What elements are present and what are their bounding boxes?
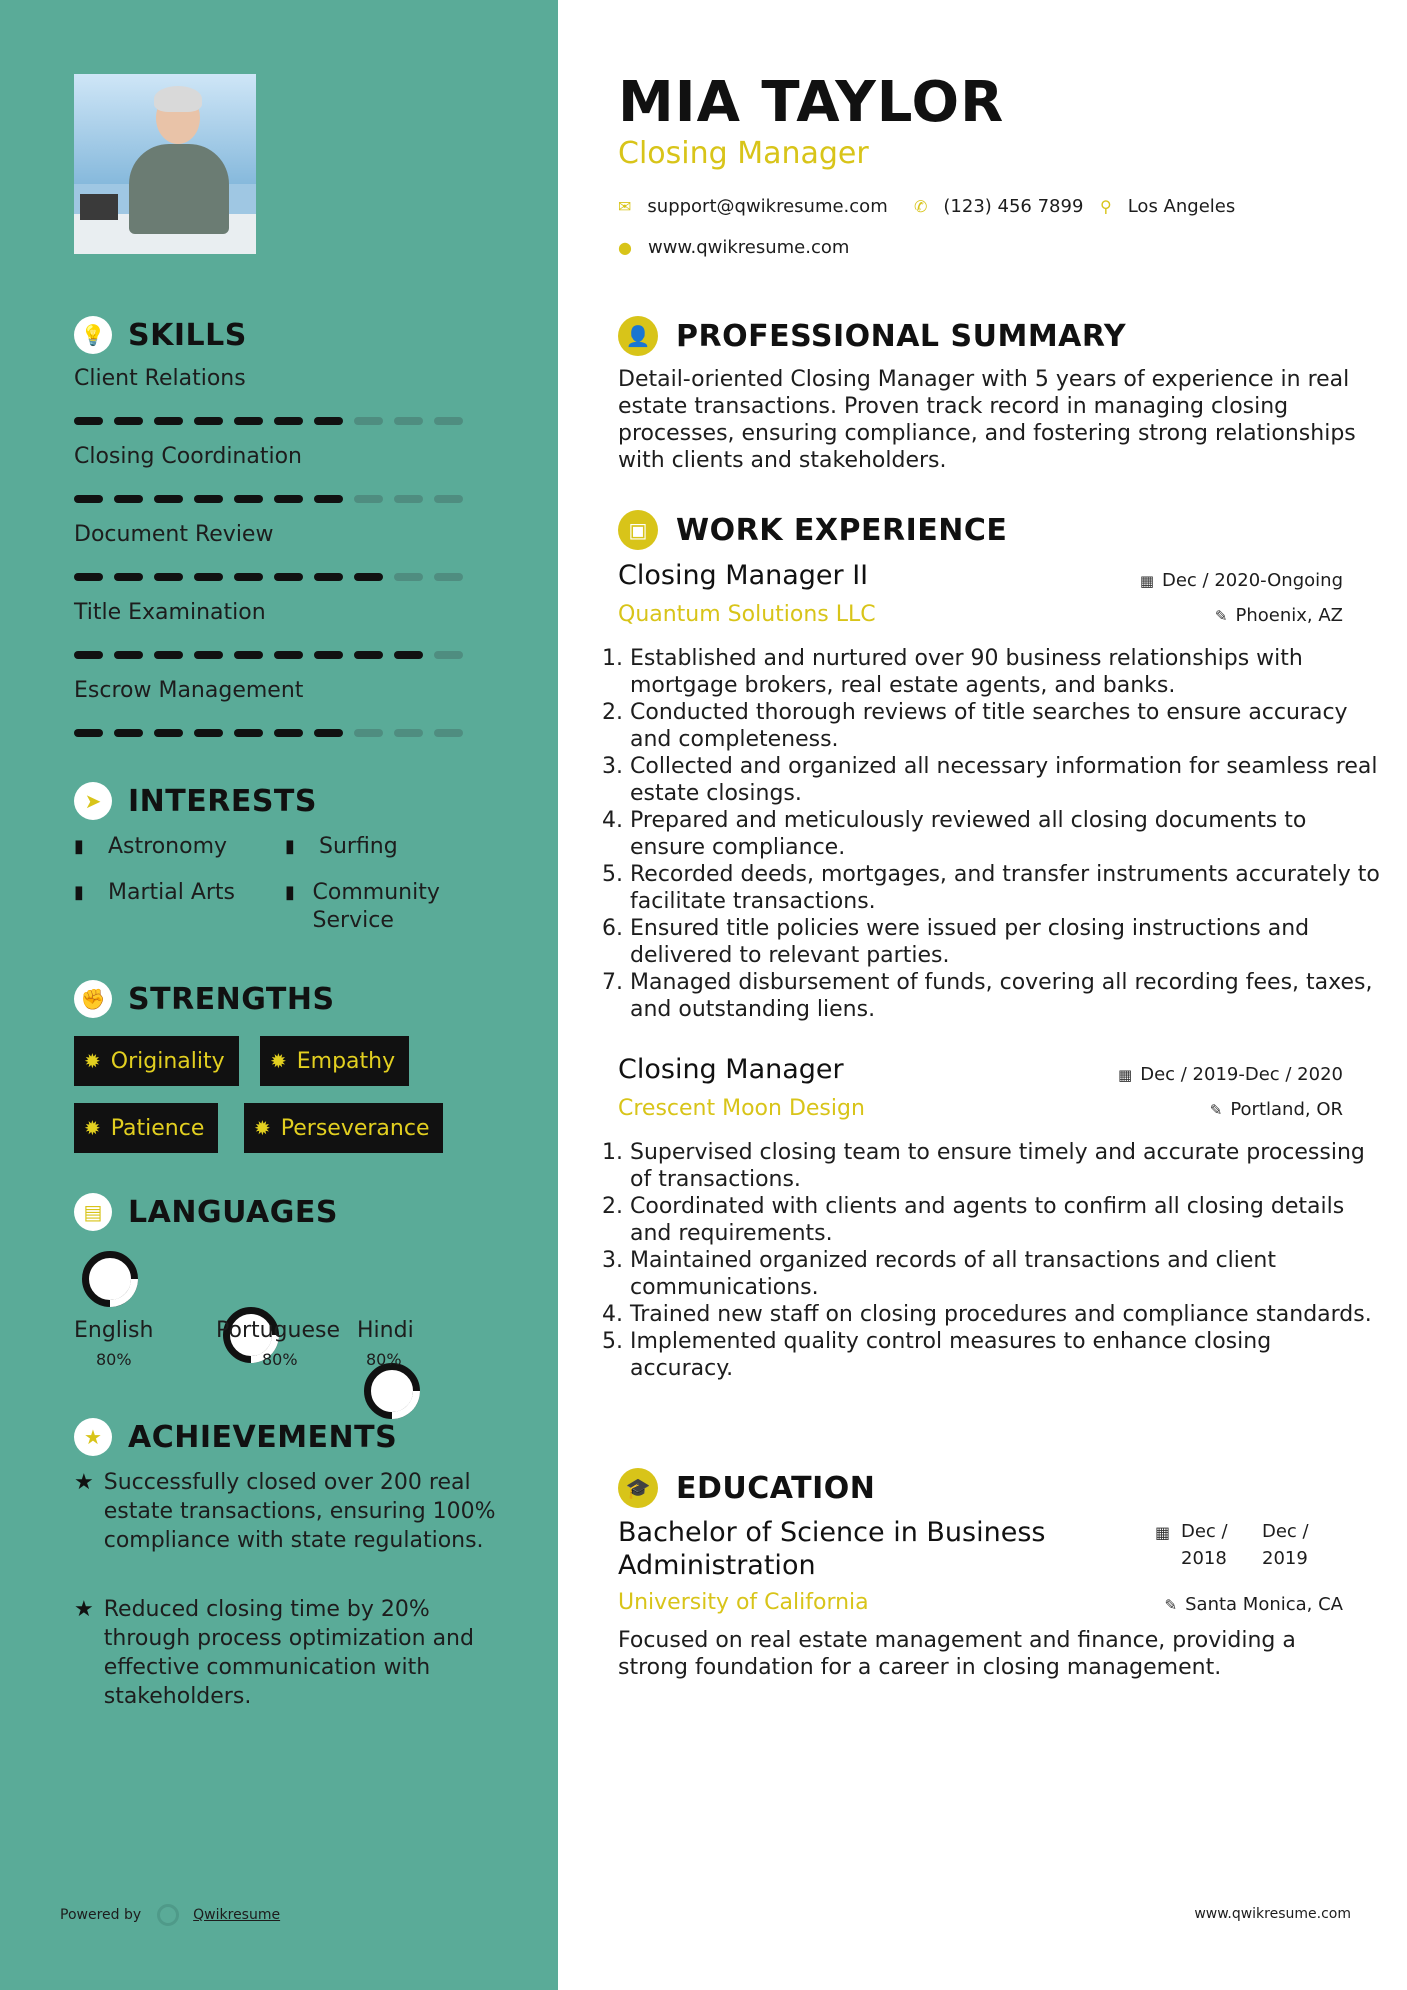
globe-icon: ● <box>618 238 632 257</box>
user-icon: 👤 <box>618 316 658 356</box>
education-location-text: Santa Monica, CA <box>1185 1594 1343 1615</box>
book-icon: ▮ <box>74 836 84 857</box>
achievements-title: ACHIEVEMENTS <box>128 1419 398 1455</box>
achievement-item <box>74 1468 504 1555</box>
language-percent: 80% <box>96 1350 132 1369</box>
skill-level-dash <box>354 495 383 503</box>
skill-level-dash <box>194 417 223 425</box>
calendar-icon: ▦ <box>1155 1523 1171 1542</box>
skill-level-dash <box>74 417 103 425</box>
skill-bar <box>74 495 474 503</box>
responsibility-item: 5. Recorded deeds, mortgages, and transfer instruments accurately to facilitate transactions. <box>630 861 1380 915</box>
phone-text[interactable]: (123) 456 7899 <box>943 196 1084 217</box>
skill-level-dash <box>274 495 303 503</box>
education-end <box>1262 1518 1309 1572</box>
main-content <box>558 0 1407 1990</box>
skill-level-dash <box>394 729 423 737</box>
education-title: EDUCATION <box>676 1470 876 1506</box>
skill-level-dash <box>394 651 423 659</box>
job-location <box>1210 1099 1343 1120</box>
interests-title: INTERESTS <box>128 783 317 819</box>
responsibility-item: 6. Ensured title policies were issued per closing instructions and delivered to relevant parties. <box>630 915 1380 969</box>
strength-tag <box>74 1036 239 1086</box>
education-heading <box>618 1468 875 1508</box>
skill-level-dash <box>354 729 383 737</box>
badge-icon: ✹ <box>84 1116 101 1140</box>
responsibility-item: 2. Conducted thorough reviews of title searches to ensure accuracy and completeness. <box>630 699 1380 753</box>
skill-level-dash <box>234 495 263 503</box>
skill-level-dash <box>114 417 143 425</box>
skill-level-dash <box>74 573 103 581</box>
skill-level-dash <box>274 417 303 425</box>
skill-level-dash <box>194 573 223 581</box>
summary-heading <box>618 316 1126 356</box>
skill-level-dash <box>314 729 343 737</box>
job-dates-text: Dec / 2019-Dec / 2020 <box>1140 1064 1343 1085</box>
qwikresume-link[interactable]: Qwikresume <box>193 1907 281 1923</box>
skill-level-dash <box>434 495 463 503</box>
interest-item <box>285 833 398 861</box>
achievement-text: Successfully closed over 200 real estate transactions, ensuring 100% compliance with state regulations. <box>103 1470 496 1553</box>
responsibility-item: 1. Supervised closing team to ensure timely and accurate processing of transactions. <box>630 1139 1380 1193</box>
badge-icon: ✹ <box>270 1049 287 1073</box>
strengths-title: STRENGTHS <box>128 981 335 1017</box>
skill-label: Closing Coordination <box>74 444 302 469</box>
education-text: Focused on real estate management and finance, providing a strong foundation for a career in closing management. <box>618 1628 1296 1680</box>
skill-level-dash <box>154 495 183 503</box>
language-percent: 80% <box>262 1350 298 1369</box>
skill-level-dash <box>274 573 303 581</box>
skill-level-dash <box>314 495 343 503</box>
job-location <box>1215 605 1343 626</box>
skill-bar <box>74 573 474 581</box>
graduation-cap-icon: 🎓 <box>618 1468 658 1508</box>
job-location-text: Portland, OR <box>1230 1099 1343 1120</box>
achievements-heading <box>74 1418 397 1456</box>
job-dates <box>1140 570 1343 591</box>
responsibility-item: 4. Prepared and meticulously reviewed all closing documents to ensure compliance. <box>630 807 1380 861</box>
education-location <box>1165 1594 1343 1615</box>
candidate-role: Closing Manager <box>618 136 869 171</box>
education-start-month: Dec / <box>1181 1521 1228 1542</box>
education-school: University of California <box>618 1590 869 1615</box>
skill-level-dash <box>154 573 183 581</box>
strength-tag <box>260 1036 409 1086</box>
candidate-name: MIA TAYLOR <box>618 70 1005 135</box>
email-text[interactable]: support@qwikresume.com <box>647 196 888 217</box>
skill-level-dash <box>74 651 103 659</box>
location-text: Los Angeles <box>1127 196 1236 217</box>
profile-photo <box>74 74 256 254</box>
book-icon: ▮ <box>74 882 84 903</box>
skill-level-dash <box>114 729 143 737</box>
skill-level-dash <box>434 573 463 581</box>
interest-label: Community Service <box>312 880 440 933</box>
skill-label: Document Review <box>74 522 274 547</box>
skill-label: Title Examination <box>74 600 266 625</box>
strength-label: Originality <box>110 1048 225 1074</box>
skill-level-dash <box>154 417 183 425</box>
pushpin-icon: ✎ <box>1164 1595 1178 1614</box>
contact-email <box>618 196 888 217</box>
skill-level-dash <box>154 651 183 659</box>
summary-title: PROFESSIONAL SUMMARY <box>676 318 1127 354</box>
skill-level-dash <box>234 729 263 737</box>
skills-heading <box>74 316 247 354</box>
footer-url[interactable]: www.qwikresume.com <box>1194 1906 1351 1922</box>
interests-heading <box>74 782 317 820</box>
star-icon: ★ <box>74 1418 112 1456</box>
language-name: Portuguese <box>216 1318 340 1343</box>
skill-level-dash <box>354 417 383 425</box>
interest-item <box>285 879 465 935</box>
job-company: Quantum Solutions LLC <box>618 602 876 627</box>
skill-level-dash <box>234 573 263 581</box>
skill-level-dash <box>434 729 463 737</box>
skill-level-dash <box>434 417 463 425</box>
responsibility-item: 1. Established and nurtured over 90 business relationships with mortgage brokers, real estate agents, and banks. <box>630 645 1380 699</box>
skill-level-dash <box>114 495 143 503</box>
skill-level-dash <box>314 573 343 581</box>
strength-tag <box>244 1103 443 1153</box>
job-dates <box>1118 1064 1343 1085</box>
skill-level-dash <box>434 651 463 659</box>
experience-heading <box>618 510 1007 550</box>
skill-level-dash <box>154 729 183 737</box>
sidebar <box>0 0 558 1990</box>
responsibility-item: 5. Implemented quality control measures to enhance closing accuracy. <box>630 1328 1380 1382</box>
strength-tag <box>74 1103 218 1153</box>
shooting-star-icon: ★ <box>74 1470 94 1495</box>
powered-by <box>60 1904 280 1926</box>
calendar-icon: ▦ <box>1118 1065 1133 1084</box>
contact-location <box>1100 196 1235 217</box>
job-company: Crescent Moon Design <box>618 1096 865 1121</box>
paper-plane-icon: ➤ <box>74 782 112 820</box>
skill-level-dash <box>234 417 263 425</box>
languages-heading <box>74 1193 338 1231</box>
achievement-text: Reduced closing time by 20% through process optimization and effective communication with stakeholders. <box>103 1597 474 1709</box>
interest-label: Astronomy <box>108 834 228 859</box>
pushpin-icon: ✎ <box>1214 606 1228 625</box>
interest-label: Martial Arts <box>108 880 236 905</box>
skill-level-dash <box>394 573 423 581</box>
responsibility-item: 2. Coordinated with clients and agents to confirm all closing details and requirements. <box>630 1193 1380 1247</box>
education-end-month: Dec / <box>1262 1521 1309 1542</box>
responsibility-item: 7. Managed disbursement of funds, covering all recording fees, taxes, and outstanding liens. <box>630 969 1380 1023</box>
skills-title: SKILLS <box>128 317 247 353</box>
skill-level-dash <box>394 417 423 425</box>
experience-title: WORK EXPERIENCE <box>676 512 1008 548</box>
contact-website <box>618 237 849 258</box>
envelope-icon: ✉ <box>618 197 632 216</box>
strength-label: Empathy <box>296 1048 396 1074</box>
qwikresume-logo-icon <box>157 1904 179 1926</box>
shooting-star-icon: ★ <box>74 1597 94 1622</box>
skill-bar <box>74 729 474 737</box>
strength-label: Perseverance <box>280 1115 430 1141</box>
skill-label: Escrow Management <box>74 678 304 703</box>
contact-phone <box>914 196 1083 217</box>
skill-level-dash <box>194 729 223 737</box>
book-icon: ▮ <box>285 882 295 903</box>
fist-icon: ✊ <box>74 980 112 1018</box>
calendar-icon: ▦ <box>1139 571 1154 590</box>
language-card-icon: ▤ <box>74 1193 112 1231</box>
achievement-item <box>74 1595 504 1711</box>
skill-level-dash <box>74 495 103 503</box>
job-responsibilities <box>612 1139 1380 1382</box>
skill-level-dash <box>194 651 223 659</box>
skill-level-dash <box>394 495 423 503</box>
language-percent: 80% <box>366 1350 402 1369</box>
skill-level-dash <box>234 651 263 659</box>
phone-icon: ✆ <box>914 197 928 216</box>
interest-label: Surfing <box>319 834 398 859</box>
skill-bar <box>74 651 474 659</box>
job-location-text: Phoenix, AZ <box>1235 605 1343 626</box>
skill-level-dash <box>314 651 343 659</box>
language-ring <box>364 1363 420 1419</box>
responsibility-item: 3. Maintained organized records of all transactions and client communications. <box>630 1247 1380 1301</box>
map-pin-icon: ⚲ <box>1100 197 1112 216</box>
skill-level-dash <box>354 651 383 659</box>
education-start-year: 2018 <box>1181 1548 1227 1569</box>
skill-level-dash <box>274 651 303 659</box>
job-dates-text: Dec / 2020-Ongoing <box>1162 570 1343 591</box>
interest-item <box>74 879 235 907</box>
education-start <box>1181 1518 1228 1572</box>
education-end-year: 2019 <box>1262 1548 1308 1569</box>
languages-title: LANGUAGES <box>128 1194 338 1230</box>
education-degree: Bachelor of Science in Business Administration <box>618 1517 1046 1581</box>
lightbulb-icon: 💡 <box>74 316 112 354</box>
skill-level-dash <box>114 651 143 659</box>
language-name: English <box>74 1318 154 1343</box>
skill-bar <box>74 417 474 425</box>
briefcase-icon: ▣ <box>618 510 658 550</box>
skill-level-dash <box>354 573 383 581</box>
powered-by-label: Powered by <box>60 1907 142 1923</box>
interest-item <box>74 833 227 861</box>
job-responsibilities <box>612 645 1380 1023</box>
job-title: Closing Manager II <box>618 560 869 591</box>
responsibility-item: 3. Collected and organized all necessary information for seamless real estate closings. <box>630 753 1380 807</box>
book-icon: ▮ <box>285 836 295 857</box>
skill-level-dash <box>314 417 343 425</box>
job-title: Closing Manager <box>618 1054 844 1085</box>
strengths-heading <box>74 980 335 1018</box>
badge-icon: ✹ <box>84 1049 101 1073</box>
responsibility-item: 4. Trained new staff on closing procedures and compliance standards. <box>630 1301 1380 1328</box>
skill-level-dash <box>274 729 303 737</box>
pushpin-icon: ✎ <box>1209 1100 1223 1119</box>
skill-level-dash <box>114 573 143 581</box>
skill-level-dash <box>194 495 223 503</box>
strength-label: Patience <box>110 1115 205 1141</box>
summary-text: Detail-oriented Closing Manager with 5 years of experience in real estate transactions. Proven track record in managing closing processes, ensuring compliance, and fostering strong relationships with clients and stakeholders. <box>618 367 1356 473</box>
language-ring <box>82 1251 138 1307</box>
skill-level-dash <box>74 729 103 737</box>
skill-label: Client Relations <box>74 366 246 391</box>
language-name: Hindi <box>357 1318 414 1343</box>
badge-icon: ✹ <box>254 1116 271 1140</box>
website-text[interactable]: www.qwikresume.com <box>647 237 850 258</box>
